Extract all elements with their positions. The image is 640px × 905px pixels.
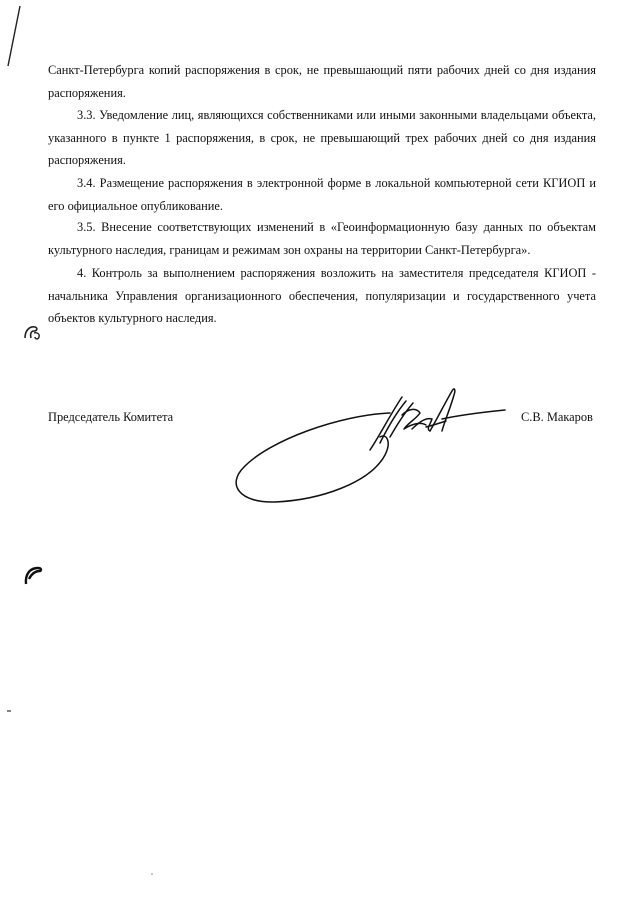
margin-scan-mark <box>22 322 44 344</box>
margin-dot-mark <box>6 708 14 714</box>
bottom-dot-mark <box>150 872 154 876</box>
margin-hook-mark <box>20 562 46 588</box>
paragraph-3-5: 3.5. Внесение соответствующих изменений в «Геоинформационную базу данных по объектам культурного наследия, границам и режимам зон охраны на территории Санкт-Петербурга». <box>48 220 596 257</box>
corner-slash-mark <box>0 0 40 75</box>
paragraph-continuation: Санкт-Петербурга копий распоряжения в срок, не превышающий пяти рабочих дней со дня издания распоряжения. <box>48 63 596 100</box>
signatory-position: Председатель Комитета <box>48 410 174 424</box>
handwritten-signature <box>230 385 520 515</box>
paragraph-3-4: 3.4. Размещение распоряжения в электронной форме в локальной компьютерной сети КГИОП и его официальное опубликование. <box>48 176 596 213</box>
paragraph-4: 4. Контроль за выполнением распоряжения возложить на заместителя председателя КГИОП - начальника Управления организационного обеспечения, популяризации и государственного учета объектов культурного наследия. <box>48 266 596 325</box>
signatory-name: С.В. Макаров <box>521 410 593 424</box>
paragraph-3-3: 3.3. Уведомление лиц, являющихся собственниками или иными законными владельцами объекта, указанного в пункте 1 распоряжения, в срок, не превышающий трех рабочих дней со дня издания распоряжения. <box>48 108 596 167</box>
